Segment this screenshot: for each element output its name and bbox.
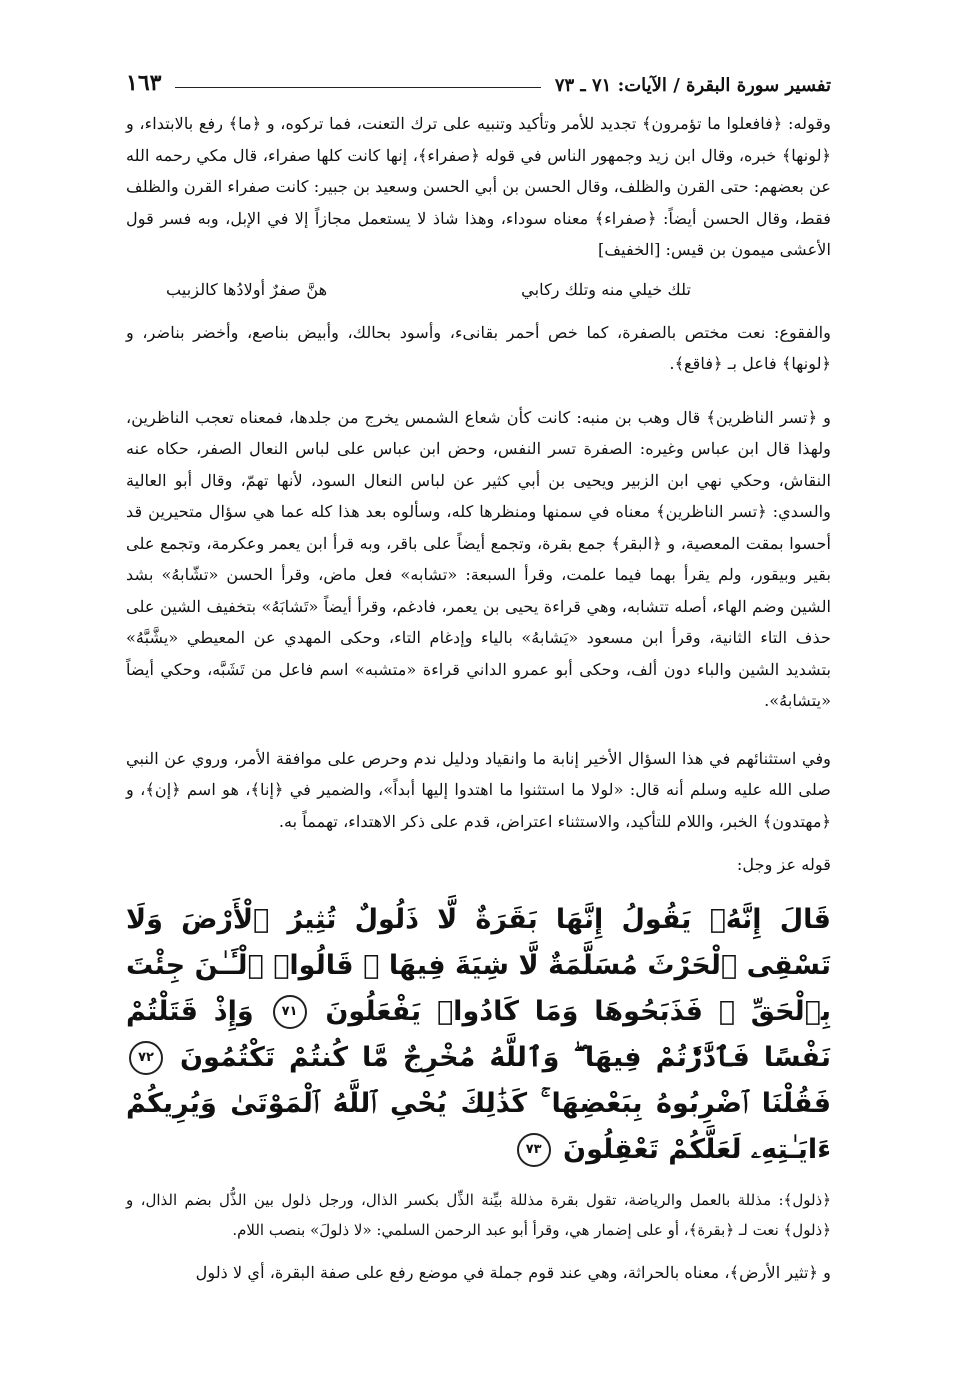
paragraph-6: ﴿ذلول﴾: مذللة بالعمل والرياضة، تقول بقرة مذللة بيِّنة الذِّل بكسر الذال، ورجل ذلول بين الذُّل بضم الذال، و ﴿ذلول﴾ نعت لـ ﴿بقرة﴾، أو على إضمار هي، وقرأ أبو عبد الرحمن السلمي: «لا ذلولَ» بنصب اللام.: [126, 1190, 831, 1239]
quran-ayah-72: وَإِذْ قَتَلْتُمْ نَفْسًا فَٱدَّٰرَْٰٔتُمْ فِيهَا ۖ وَٱللَّهُ مُخْرِجٌ مَّا كُنتُمْ تَكْتُمُونَ: [126, 995, 831, 1073]
quran-ayah-71: قَالَ إِنَّهُۥ يَقُولُ إِنَّهَا بَقَرَةٌ لَّا ذَلُولٌ تُثِيرُ ٱلْأَرْضَ وَلَا تَسْقِى ٱلْحَرْثَ مُسَلَّمَةٌ لَّا شِيَةَ فِيهَا ۚ قَالُوا۟ ٱلْـَٔـٰنَ جِئْتَ بِٱلْحَقِّ ۚ فَذَبَحُوهَا وَمَا كَادُوا۟ يَفْعَلُونَ: [126, 903, 832, 1027]
running-header: [126, 62, 831, 96]
page-number: ١٦٣: [126, 70, 162, 96]
ayah-number-73: ٧٣: [517, 1133, 551, 1167]
header-rule: [175, 87, 540, 88]
quran-ayah-73: فَقُلْنَا ٱضْرِبُوهُ بِبَعْضِهَا ۚ كَذَٰلِكَ يُحْىِ ٱللَّهُ ٱلْمَوْتَىٰ وَيُرِيكُمْ ءَايَـٰتِهِۦ لَعَلَّكُمْ تَعْقِلُونَ: [126, 1087, 831, 1165]
ayah-number-72: ٧٢: [129, 1041, 163, 1075]
paragraph-4: وفي استثنائهم في هذا السؤال الأخير إنابة ما وانقياد ودليل ندم وحرص على موافقة الأمر، وروي عن النبي صلى الله عليه وسلم أنه قال: «لولا ما استثنوا ما اهتدوا إليها أبداً»، والضمير في ﴿إنا﴾، هو اسم ﴿إن﴾، و ﴿مهتدون﴾ الخبر، واللام للتأكيد، والاستثناء اعتراض، قدم على ذكر الاهتداء، تهمماً به.: [126, 748, 831, 831]
paragraph-3: و ﴿تسر الناظرين﴾ قال وهب بن منبه: كانت كأن شعاع الشمس يخرج من جلدها، فمعناه تعجب الناظرين، ولهذا قال ابن عباس وغيره: الصفرة تسر النفس، وحض ابن عباس على لباس النعال الصفر، حكاه عنه النقاش، وحكي نهي ابن الزبير ويحيى بن أبي كثير عن لباس النعال السود، لأنها تهمّ، وقال أبو العالية والسدي: ﴿تسر الناظرين﴾ معناه في سمنها ومنظرها كله، وسألوه بعد هذا كله عما هي سؤال متحيرين قد أحسوا بمقت المعصية، و ﴿البقر﴾ جمع بقرة، وتجمع أيضاً على باقر، وبه قرأ ابن يعمر وعكرمة، وتجمع على بقير وبيقور، ولم يقرأ بهما فيما علمت، وقرأ السبعة: «تشابه» فعل ماض، وقرأ الحسن «تشّابهُ» بشد الشين وضم الهاء، أصله تتشابه، وهي قراءة يحيى بن يعمر، فادغم، وقرأ أيضاً «تَشابَهُ» بتخفيف الشين على حذف التاء الثانية، وقرأ ابن مسعود «يَشابهُ» بالياء وإدغام التاء، وحكى المهدي عن المعيطي «يشَّبَّهُ» بتشديد الشين والباء دون ألف، وحكى أبو عمرو الداني قراءة «متشبه» اسم فاعل من تَشَبَّه، وحكي أيضاً «يتشابهُ».: [126, 407, 831, 710]
paragraph-1: وقوله: ﴿فافعلوا ما تؤمرون﴾ تجديد للأمر وتأكيد وتنبيه على ترك التعنت، فما تركوه، و ﴿ما﴾ رفع بالابتداء، و ﴿لونها﴾ خبره، وقال ابن زيد وجمهور الناس في قوله ﴿صفراء﴾، إنها كانت كلها صفراء، قال مكي رحمه الله عن بعضهم: حتى القرن والظلف، وقال الحسن بن أبي الحسن وسعيد بن جبير: كانت صفراء القرن والظلف فقط، وقال الحسن أيضاً: ﴿صفراء﴾ معناه سوداء، وهذا شاذ لا يستعمل مجازاً إلا في الإبل، وبه فسر قول الأعشى ميمون بن قيس: [الخفيف]: [126, 114, 831, 259]
quran-text-block: [126, 897, 831, 1173]
paragraph-2: والفقوع: نعت مختص بالصفرة، كما خص أحمر بقانىء، وأسود بحالك، وأبيض بناصع، وأخضر بناضر، و ﴿لونها﴾ فاعل بـ ﴿فاقع﴾.: [126, 322, 831, 373]
paragraph-7: و ﴿تثير الأرض﴾، معناه بالحراثة، وهي عند قوم جملة في موضع رفع على صفة البقرة، أي لا ذلول: [195, 1262, 831, 1282]
verse-first-hemistich: تلك خيلي منه وتلك ركابي: [521, 279, 691, 299]
verse-second-hemistich: هنَّ صفرٌ أولادُها كالزبيب: [166, 279, 328, 299]
ayah-number-71: ٧١: [273, 995, 307, 1029]
section-intro: قوله عز وجل:: [736, 855, 831, 874]
running-title: تفسير سورة البقرة / الآيات: ٧١ ـ ٧٣: [554, 75, 831, 96]
poetry-verse: [166, 280, 691, 299]
